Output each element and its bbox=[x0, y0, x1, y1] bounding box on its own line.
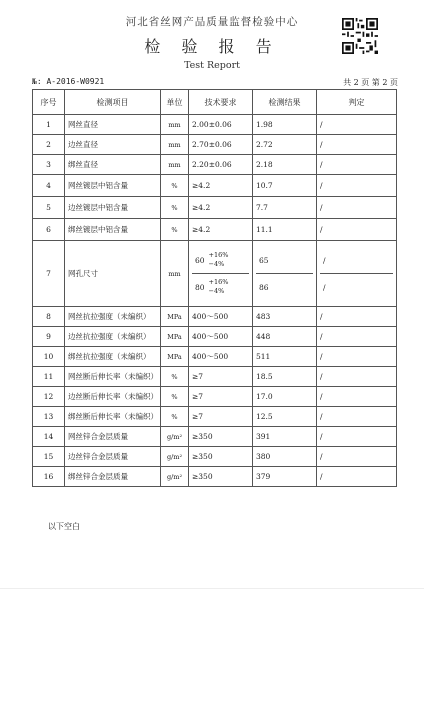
mesh-nominal: 80 bbox=[195, 282, 205, 292]
row-verdict: / bbox=[317, 307, 397, 327]
table-row bbox=[33, 387, 397, 407]
row-item: 绑丝锌合金层质量 bbox=[65, 467, 161, 487]
row-number: 6 bbox=[33, 219, 65, 241]
report-number: №: A-2016-W0921 bbox=[32, 77, 105, 86]
row-item: 边丝抗拉强度（未编织） bbox=[65, 327, 161, 347]
row-result: 11.1 bbox=[253, 219, 317, 241]
report-title-en: Test Report bbox=[184, 60, 240, 71]
row-number: 12 bbox=[33, 387, 65, 407]
row-requirement: 400～500 bbox=[189, 307, 253, 327]
row-verdict: / bbox=[317, 407, 397, 427]
mesh-requirement-line bbox=[192, 273, 249, 300]
row-result: 380 bbox=[253, 447, 317, 467]
row-verdict: / bbox=[317, 467, 397, 487]
col-header-no: 序号 bbox=[33, 90, 65, 115]
col-header-verdict: 判定 bbox=[317, 90, 397, 115]
row-requirement: ≥4.2 bbox=[189, 197, 253, 219]
row-item: 绑丝断后伸长率（未编织） bbox=[65, 407, 161, 427]
report-sheet bbox=[26, 0, 398, 590]
row-result: 17.0 bbox=[253, 387, 317, 407]
row-unit: g/m² bbox=[161, 427, 189, 447]
row-result: 379 bbox=[253, 467, 317, 487]
row-result: 2.18 bbox=[253, 155, 317, 175]
results-table bbox=[32, 89, 397, 487]
mesh-result-line bbox=[256, 247, 313, 273]
row-item: 网孔尺寸 bbox=[65, 241, 161, 307]
mesh-verdict-value: / bbox=[323, 255, 326, 265]
row-result: 391 bbox=[253, 427, 317, 447]
row-unit: % bbox=[161, 197, 189, 219]
row-item: 边丝直径 bbox=[65, 135, 161, 155]
row-requirement: ≥7 bbox=[189, 367, 253, 387]
row-unit: mm bbox=[161, 135, 189, 155]
row-requirement: 2.00±0.06 bbox=[189, 115, 253, 135]
row-number: 13 bbox=[33, 407, 65, 427]
row-verdict: / bbox=[317, 387, 397, 407]
row-item: 边丝镀层中铝含量 bbox=[65, 197, 161, 219]
row-verdict: / bbox=[317, 175, 397, 197]
col-header-unit: 单位 bbox=[161, 90, 189, 115]
row-unit: g/m² bbox=[161, 447, 189, 467]
row-unit: mm bbox=[161, 155, 189, 175]
row-result: 18.5 bbox=[253, 367, 317, 387]
table-row bbox=[33, 367, 397, 387]
page-background bbox=[0, 588, 424, 701]
row-item: 边丝断后伸长率（未编织） bbox=[65, 387, 161, 407]
row-number: 11 bbox=[33, 367, 65, 387]
org-name: 河北省丝网产品质量监督检验中心 bbox=[125, 16, 299, 28]
table-row bbox=[33, 155, 397, 175]
row-verdict: / bbox=[317, 155, 397, 175]
qr-code-icon bbox=[342, 18, 378, 54]
col-header-result: 检测结果 bbox=[253, 90, 317, 115]
row-requirement: 2.20±0.06 bbox=[189, 155, 253, 175]
row-verdict: / bbox=[317, 135, 397, 155]
row-result: 7.7 bbox=[253, 197, 317, 219]
row-item: 绑丝直径 bbox=[65, 155, 161, 175]
table-row bbox=[33, 115, 397, 135]
row-requirement: ≥350 bbox=[189, 447, 253, 467]
row-result: 2.72 bbox=[253, 135, 317, 155]
mesh-tolerance bbox=[209, 278, 229, 296]
row-verdict: / bbox=[317, 447, 397, 467]
row-item: 网丝镀层中铝含量 bbox=[65, 175, 161, 197]
col-header-requirement: 技术要求 bbox=[189, 90, 253, 115]
table-row bbox=[33, 407, 397, 427]
mesh-result-value: 65 bbox=[259, 255, 269, 265]
row-unit: MPa bbox=[161, 327, 189, 347]
mesh-result-value: 86 bbox=[259, 282, 269, 292]
row-number: 7 bbox=[33, 241, 65, 307]
row-number: 16 bbox=[33, 467, 65, 487]
row-number: 3 bbox=[33, 155, 65, 175]
row-verdict: / bbox=[317, 327, 397, 347]
row-unit: mm bbox=[161, 115, 189, 135]
row-number: 5 bbox=[33, 197, 65, 219]
table-row bbox=[33, 135, 397, 155]
tolerance-minus: −4% bbox=[208, 260, 225, 268]
row-item: 绑丝镀层中铝含量 bbox=[65, 219, 161, 241]
mesh-result-line bbox=[256, 273, 313, 300]
seal-stamp bbox=[382, 270, 396, 330]
page-count: 共 2 页 第 2 页 bbox=[343, 78, 398, 87]
row-number: 4 bbox=[33, 175, 65, 197]
table-row bbox=[33, 197, 397, 219]
row-item: 边丝锌合金层质量 bbox=[65, 447, 161, 467]
row-result bbox=[253, 241, 317, 307]
row-result: 483 bbox=[253, 307, 317, 327]
table-row bbox=[33, 241, 397, 307]
table-row bbox=[33, 447, 397, 467]
row-requirement: ≥4.2 bbox=[189, 219, 253, 241]
report-title-cn: 检 验 报 告 bbox=[144, 37, 280, 56]
row-item: 绑丝抗拉强度（未编织） bbox=[65, 347, 161, 367]
table-row bbox=[33, 175, 397, 197]
row-requirement: 2.70±0.06 bbox=[189, 135, 253, 155]
row-unit: % bbox=[161, 367, 189, 387]
row-requirement: ≥350 bbox=[189, 427, 253, 447]
row-requirement: 400～500 bbox=[189, 327, 253, 347]
row-item: 网丝锌合金层质量 bbox=[65, 427, 161, 447]
row-number: 10 bbox=[33, 347, 65, 367]
row-verdict: / bbox=[317, 347, 397, 367]
table-row bbox=[33, 307, 397, 327]
table-row bbox=[33, 427, 397, 447]
row-number: 15 bbox=[33, 447, 65, 467]
tolerance-plus: +16% bbox=[208, 251, 229, 259]
row-unit: % bbox=[161, 387, 189, 407]
row-item: 网丝直径 bbox=[65, 115, 161, 135]
row-requirement: ≥7 bbox=[189, 387, 253, 407]
blank-below-note: 以下空白 bbox=[48, 522, 80, 531]
row-verdict: / bbox=[317, 197, 397, 219]
row-unit: % bbox=[161, 175, 189, 197]
row-result: 511 bbox=[253, 347, 317, 367]
row-requirement: ≥350 bbox=[189, 467, 253, 487]
row-result: 12.5 bbox=[253, 407, 317, 427]
row-requirement bbox=[189, 241, 253, 307]
row-unit: MPa bbox=[161, 307, 189, 327]
row-result: 448 bbox=[253, 327, 317, 347]
tolerance-minus: −4% bbox=[208, 287, 225, 295]
row-unit: % bbox=[161, 407, 189, 427]
row-item: 网丝断后伸长率（未编织） bbox=[65, 367, 161, 387]
row-number: 8 bbox=[33, 307, 65, 327]
row-number: 1 bbox=[33, 115, 65, 135]
mesh-verdict-value: / bbox=[323, 282, 326, 292]
row-unit: mm bbox=[161, 241, 189, 307]
mesh-tolerance bbox=[209, 251, 229, 269]
row-requirement: 400～500 bbox=[189, 347, 253, 367]
tolerance-plus: +16% bbox=[208, 278, 229, 286]
row-verdict: / bbox=[317, 367, 397, 387]
table-header-row bbox=[33, 90, 397, 115]
row-requirement: ≥4.2 bbox=[189, 175, 253, 197]
row-item: 网丝抗拉强度（未编织） bbox=[65, 307, 161, 327]
row-number: 2 bbox=[33, 135, 65, 155]
mesh-nominal: 60 bbox=[195, 255, 205, 265]
row-result: 1.98 bbox=[253, 115, 317, 135]
row-unit: % bbox=[161, 219, 189, 241]
row-result: 10.7 bbox=[253, 175, 317, 197]
row-unit: MPa bbox=[161, 347, 189, 367]
row-number: 14 bbox=[33, 427, 65, 447]
table-row bbox=[33, 219, 397, 241]
row-number: 9 bbox=[33, 327, 65, 347]
col-header-item: 检测项目 bbox=[65, 90, 161, 115]
row-verdict: / bbox=[317, 115, 397, 135]
table-row bbox=[33, 347, 397, 367]
mesh-requirement-line bbox=[192, 247, 249, 273]
table-row bbox=[33, 327, 397, 347]
table-row bbox=[33, 467, 397, 487]
row-verdict: / bbox=[317, 427, 397, 447]
row-requirement: ≥7 bbox=[189, 407, 253, 427]
row-verdict: / bbox=[317, 219, 397, 241]
row-unit: g/m² bbox=[161, 467, 189, 487]
